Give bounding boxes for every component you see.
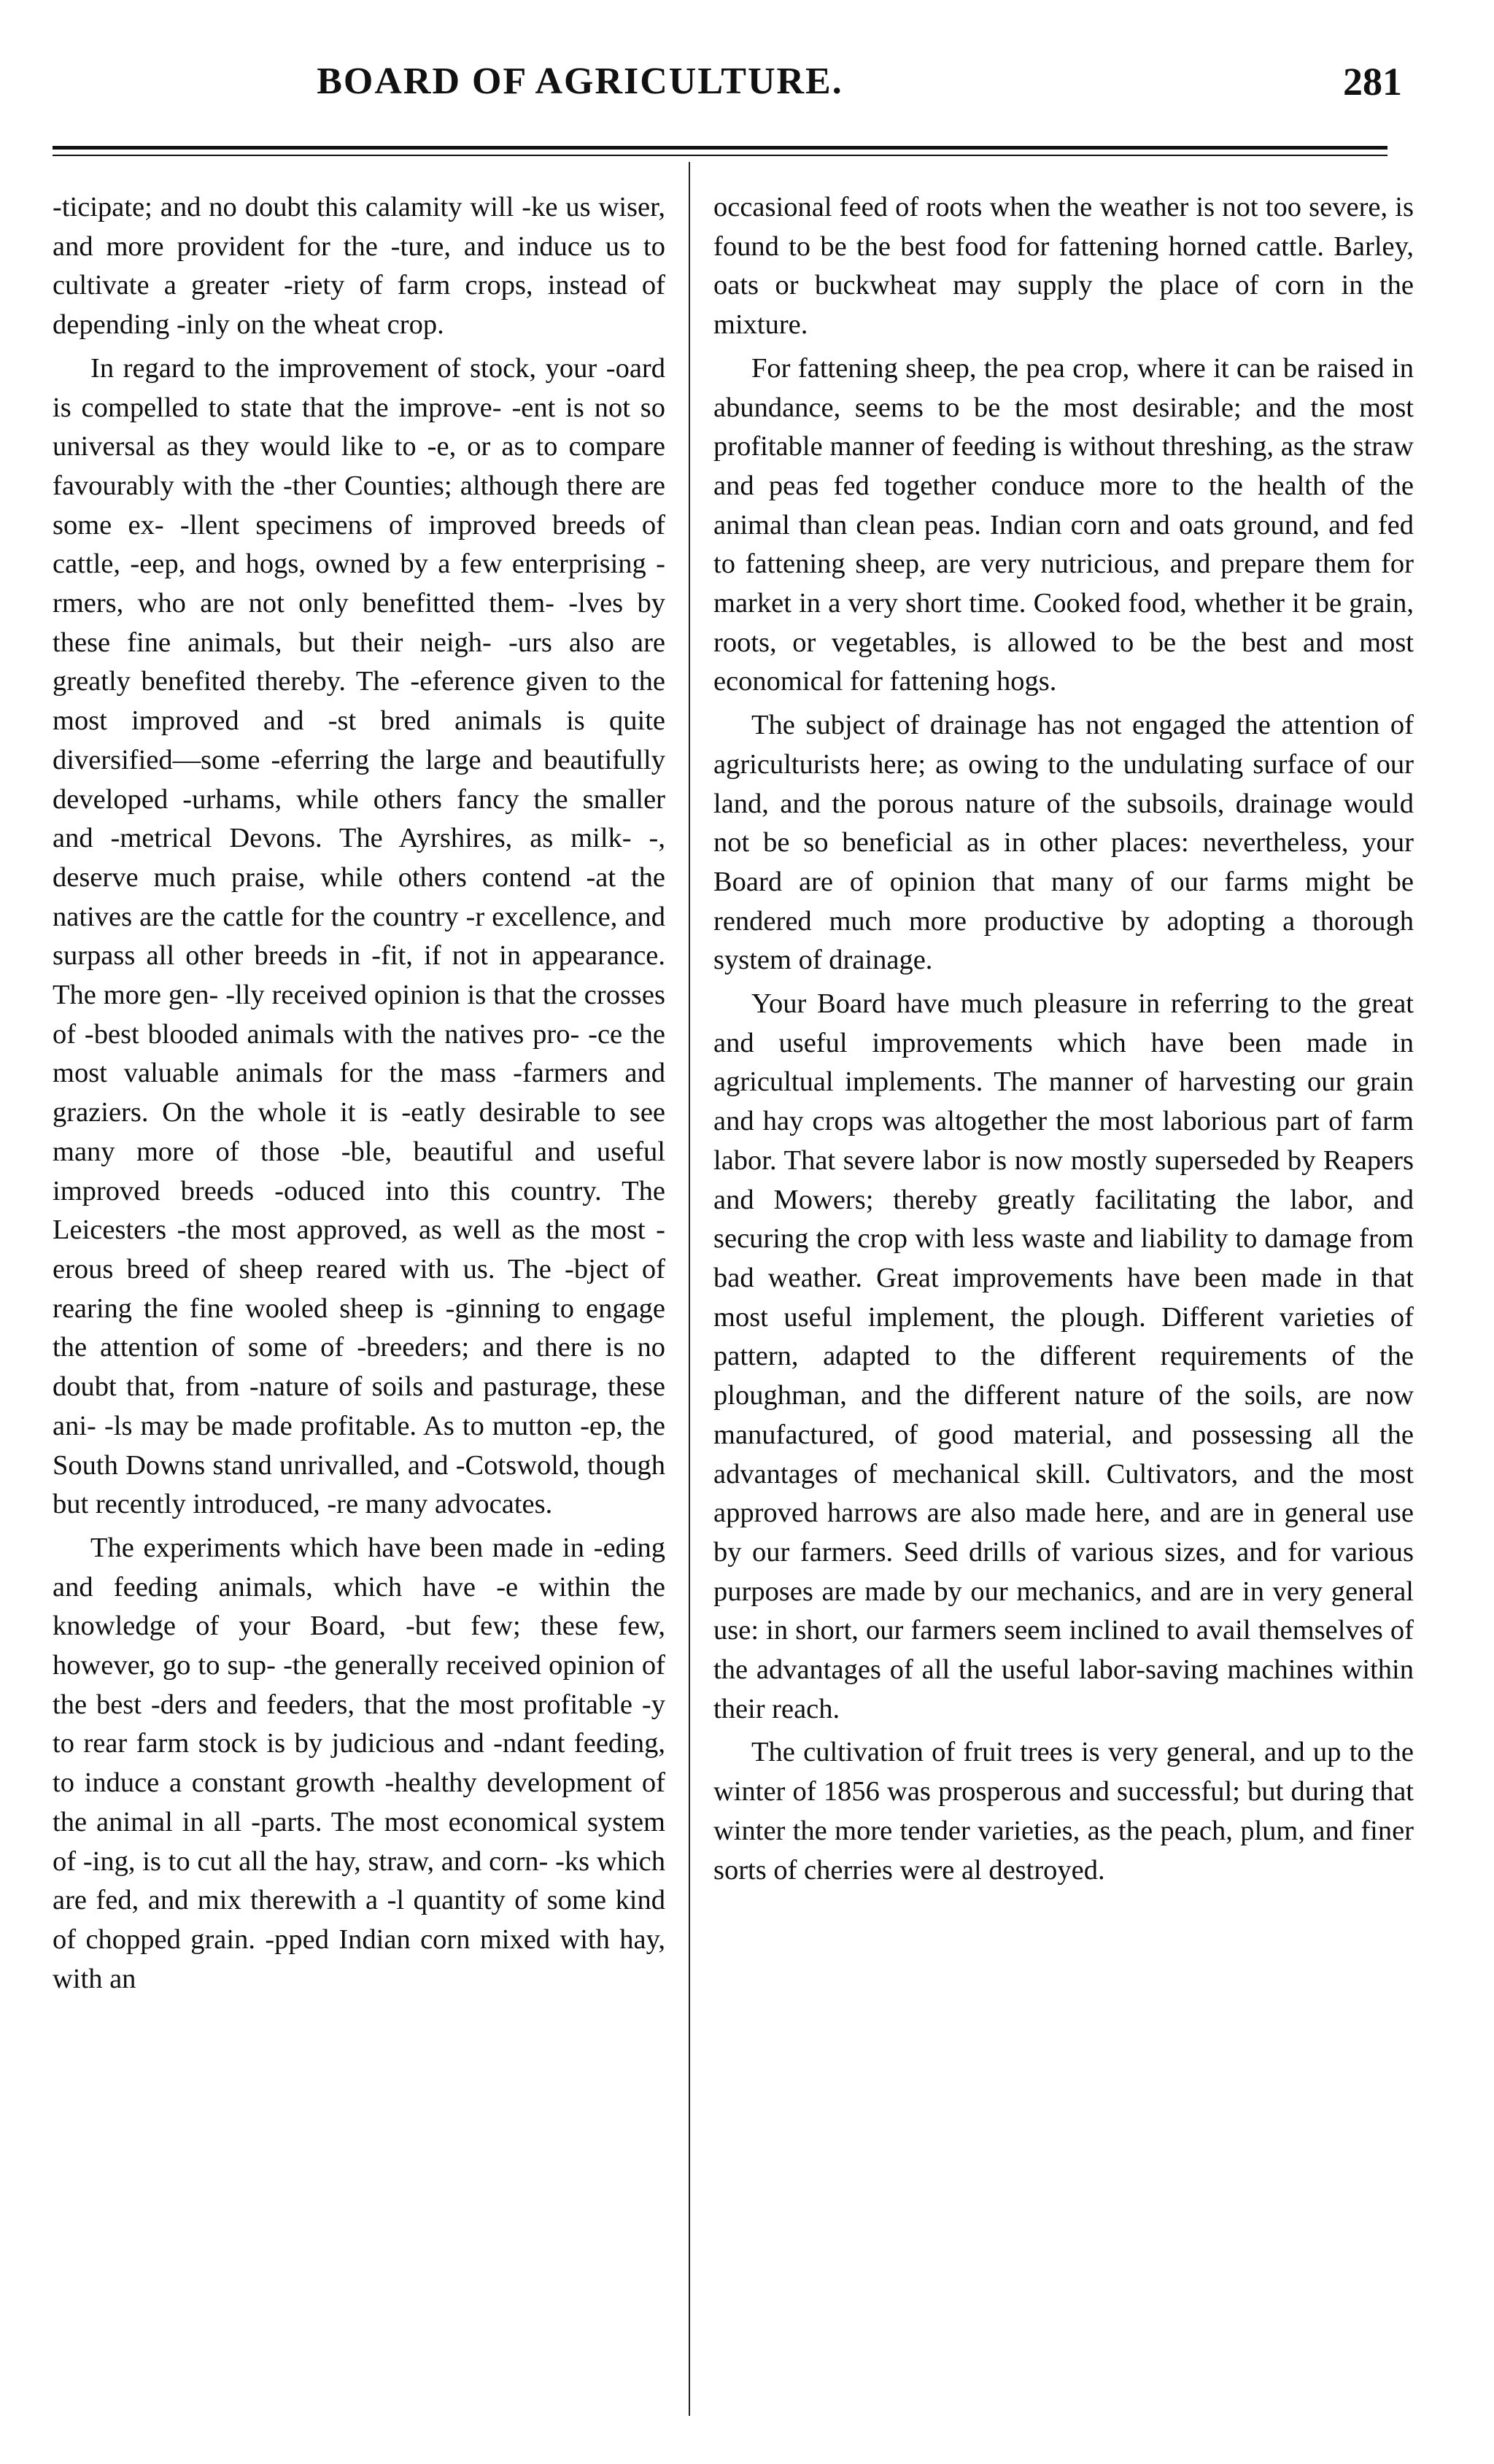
- right-paragraph-2: For fattening sheep, the pea crop, where it can be raised in abundance, seems to be the most desirable; and the most profitable manner of feeding is without threshing, as the straw and peas fed together conduce more to the health of the animal than clean peas. Indian corn and oats ground, and fed to fattening sheep, are very nutricious, and prepare them for market in a very short time. Cooked food, whether it be grain, roots, or vegetables, is allowed to be the best and most economical for fattening hogs.: [713, 352, 1414, 697]
- left-column: [53, 188, 665, 2420]
- page-number: 281: [1343, 60, 1402, 104]
- right-column: [713, 188, 1414, 2420]
- header-rule: [53, 146, 1387, 150]
- left-paragraph-2: In regard to the improvement of stock, your -oard is compelled to state that the improve- -ent is not so universal as they would like to -e, or as to compare favourably with the -ther Counties; although there are some ex- -llent specimens of improved breeds of cattle, -eep, and hogs, owned by a few enterprising -rmers, who are not only benefitted them- -lves by these fine animals, but their neigh- -urs also are greatly benefited thereby. The -eference given to the most improved and -st bred animals is quite diversified—some -eferring the large and beautifully developed -urhams, while others fancy the smaller and -metrical Devons. The Ayrshires, as milk- -, deserve much praise, while others contend -at the natives are the cattle for the country -r excellence, and surpass all other breeds in -fit, if not in appearance. The more gen- -lly received opinion is that the crosses of -best blooded animals with the natives pro- -ce the most valuable animals for the mass -farmers and graziers. On the whole it is -eatly desirable to see many more of those -ble, beautiful and useful improved breeds -oduced into this country. The Leicesters -the most approved, as well as the most -erous breed of sheep reared with us. The -bject of rearing the fine wooled sheep is -ginning to engage the attention of some of -breeders; and there is no doubt that, from -nature of soils and pasturage, these ani- -ls may be made profitable. As to mutton -ep, the South Downs stand unrivalled, and -Cotswold, though but recently introduced, -re many advocates.: [53, 352, 665, 1520]
- right-paragraph-1: occasional feed of roots when the weather is not too severe, is found to be the best food for fattening horned cattle. Barley, oats or buckwheat may supply the place of corn in the mixture.: [713, 192, 1414, 341]
- left-paragraph-1: -ticipate; and no doubt this calamity will -ke us wiser, and more provident for the -ture, and induce us to cultivate a greater -riety of farm crops, instead of depending -inly on the wheat crop.: [53, 192, 665, 341]
- header-rule-thin: [53, 155, 1387, 156]
- right-paragraph-3: The subject of drainage has not engaged the attention of agriculturists here; as owing to the undulating surface of our land, and the porous nature of the subsoils, drainage would not be so beneficial as in other places: nevertheless, your Board are of opinion that many of our farms might be rendered much more productive by adopting a thorough system of drainage.: [713, 710, 1414, 976]
- column-divider: [689, 162, 690, 2416]
- page-header-title: BOARD OF AGRICULTURE.: [317, 61, 843, 102]
- left-paragraph-3: The experiments which have been made in -eding and feeding animals, which have -e within the knowledge of your Board, -but few; these few, however, go to sup- -the generally received opinion of the best -ders and feeders, that the most profitable -y to rear farm stock is by judicious and -ndant feeding, to induce a constant growth -healthy development of the animal in all -parts. The most economical system of -ing, is to cut all the hay, straw, and corn- -ks which are fed, and mix therewith a -l quantity of some kind of chopped grain. -pped Indian corn mixed with hay, with an: [53, 1532, 665, 1994]
- right-paragraph-5: The cultivation of fruit trees is very general, and up to the winter of 1856 was prosperous and successful; but during that winter the more tender varieties, as the peach, plum, and finer sorts of cherries were al destroyed.: [713, 1737, 1414, 1886]
- running-head: [0, 53, 1494, 111]
- right-paragraph-4: Your Board have much pleasure in referring to the great and useful improvements which have been made in agricultual implements. The manner of harvesting our grain and hay crops was altogether the most laborious part of farm labor. That severe labor is now mostly superseded by Reapers and Mowers; thereby greatly facilitating the labor, and securing the crop with less waste and liability to damage from bad weather. Great improvements have been made in that most useful implement, the plough. Different varieties of pattern, adapted to the different requirements of the ploughman, and the different nature of the soils, are now manufactured, of good material, and possessing all the advantages of mechanical skill. Cultivators, and the most approved harrows are also made here, and are in general use by our farmers. Seed drills of various sizes, and for various purposes are made by our mechanics, and are in very general use: in short, our farmers seem inclined to avail themselves of the advantages of all the useful labor-saving machines within their reach.: [713, 988, 1414, 1724]
